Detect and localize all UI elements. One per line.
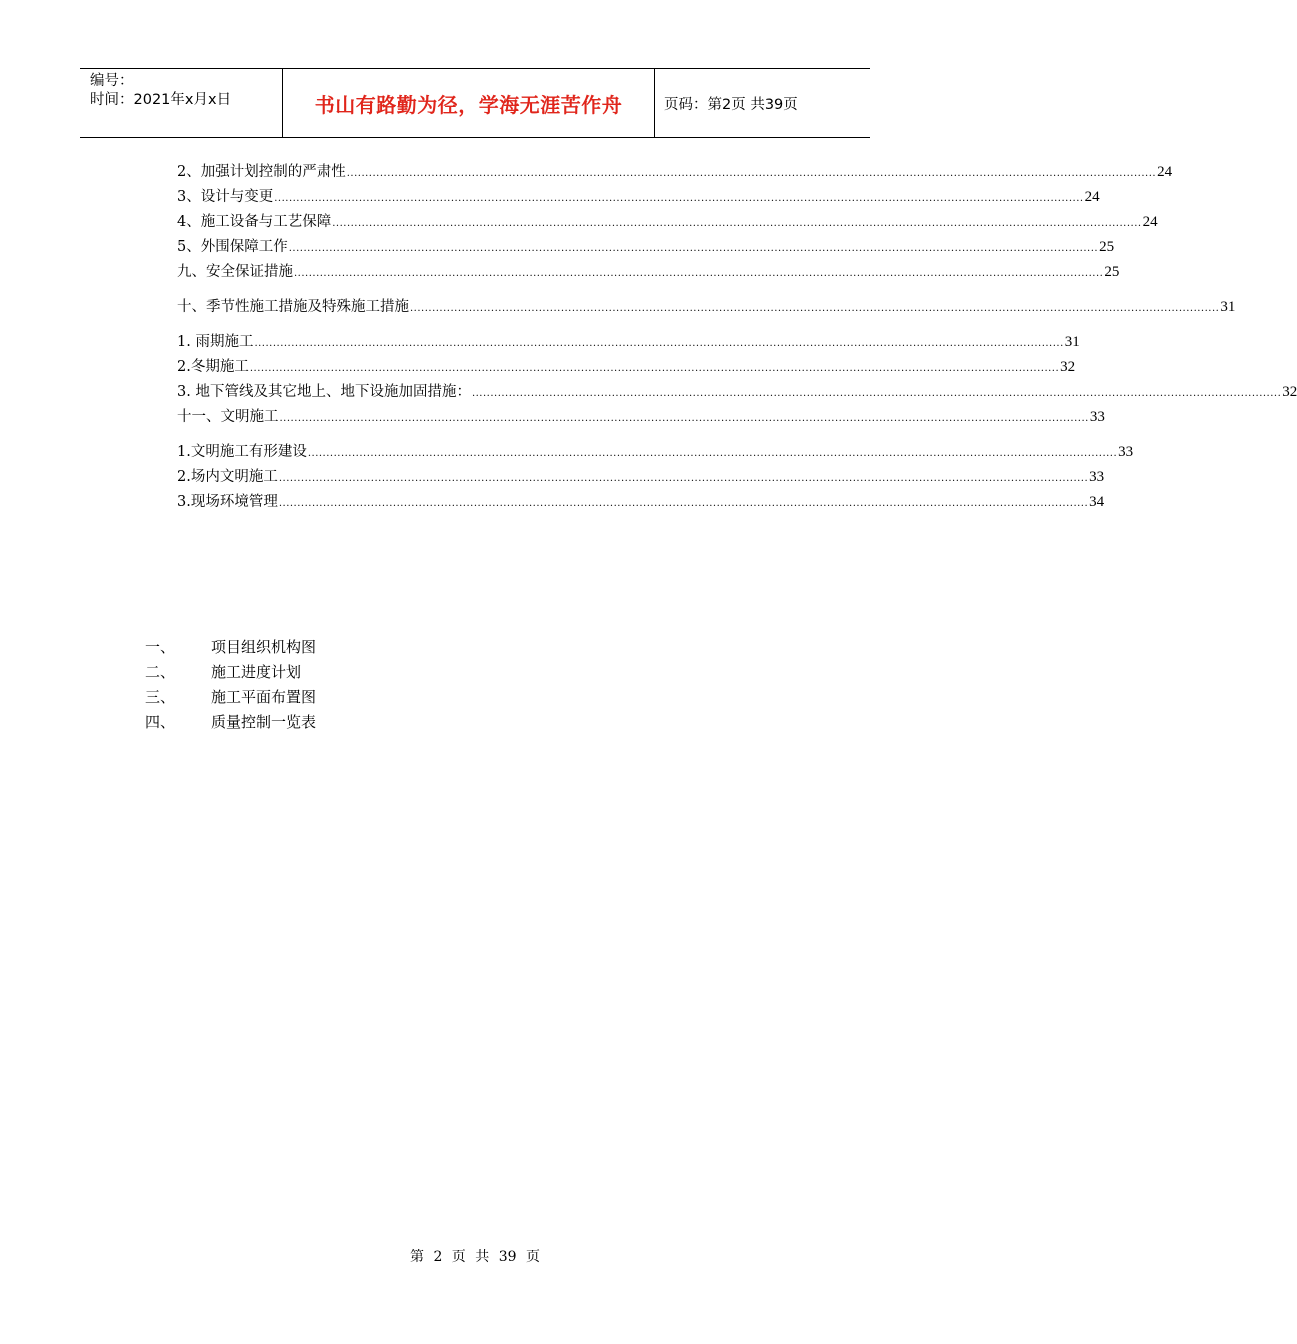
table-of-contents [177,160,1297,515]
appendix-item [145,635,316,660]
toc-entry[interactable] [177,465,1105,490]
toc-entry-title: 1. 雨期施工 [177,334,254,350]
page-header [80,68,870,138]
toc-entry-page: 34 [1089,494,1105,510]
toc-entry-page: 31 [1064,334,1080,350]
toc-entry[interactable] [177,405,1105,430]
toc-entry[interactable] [177,160,1173,185]
toc-leader-dots: ............................................................................................................................................................................................................................ [249,363,1060,374]
toc-leader-dots: ............................................................................................................................................................................................................................ [332,218,1142,229]
toc-leader-dots: ............................................................................................................................................................................................................................ [410,303,1220,314]
toc-leader-dots: ............................................................................................................................................................................................................................ [307,448,1118,459]
toc-entry-title: 十、季节性施工措施及特殊施工措施 [177,299,409,315]
appendix-item [145,660,316,685]
toc-leader-dots: ............................................................................................................................................................................................................................ [471,388,1282,399]
toc-leader-dots: ............................................................................................................................................................................................................................ [274,193,1084,204]
appendix-item-number: 三、 [145,688,176,706]
document-number-label: 编号： [90,73,134,89]
appendix-item-title: 质量控制一览表 [211,713,317,731]
appendix-item-number: 一、 [145,638,176,656]
toc-leader-dots: ............................................................................................................................................................................................................................ [346,168,1157,179]
toc-leader-dots: ............................................................................................................................................................................................................................ [288,243,1099,254]
toc-leader-dots: ............................................................................................................................................................................................................................ [279,413,1089,424]
header-meta [80,69,282,137]
toc-entry-page: 32 [1282,384,1297,400]
toc-entry-page: 33 [1118,444,1134,460]
page-footer: 第 2 页 共 39 页 [410,1249,540,1265]
appendix-list [145,635,316,735]
toc-entry-title: 九、安全保证措施 [177,264,293,280]
toc-entry[interactable] [177,185,1100,210]
toc-leader-dots: ............................................................................................................................................................................................................................ [294,268,1104,279]
appendix-item [145,710,316,735]
toc-entry[interactable] [177,295,1236,320]
toc-entry-title: 4、施工设备与工艺保障 [177,214,332,230]
toc-entry-title: 5、外围保障工作 [177,239,288,255]
toc-entry-title: 3. 地下管线及其它地上、地下设施加固措施： [177,384,471,400]
toc-entry[interactable] [177,260,1120,285]
header-motto: 书山有路勤为径，学海无涯苦作舟 [282,69,655,137]
toc-entry-page: 25 [1099,239,1115,255]
appendix-item-title: 项目组织机构图 [211,638,317,656]
toc-leader-dots: ............................................................................................................................................................................................................................ [254,338,1064,349]
toc-entry-title: 2.冬期施工 [177,359,249,375]
toc-entry[interactable] [177,355,1076,380]
toc-entry-title: 2、加强计划控制的严肃性 [177,164,346,180]
toc-entry-page: 33 [1089,409,1105,425]
toc-leader-dots: ............................................................................................................................................................................................................................ [278,473,1089,484]
toc-entry-title: 3.现场环境管理 [177,494,278,510]
toc-entry-page: 24 [1084,189,1100,205]
toc-entry-page: 32 [1060,359,1076,375]
toc-leader-dots: ............................................................................................................................................................................................................................ [278,498,1089,509]
toc-entry[interactable] [177,380,1297,405]
toc-entry-title: 3、设计与变更 [177,189,274,205]
appendix-item-number: 二、 [145,663,176,681]
toc-entry[interactable] [177,490,1105,515]
header-page-info: 页码：第2页 共39页 [664,96,798,113]
toc-entry-page: 25 [1104,264,1120,280]
toc-entry-title: 1.文明施工有形建设 [177,444,307,460]
toc-entry[interactable] [177,440,1134,465]
toc-entry[interactable] [177,330,1080,355]
document-time: 时间：2021年x月x日 [90,92,232,108]
appendix-item-number: 四、 [145,713,176,731]
toc-entry-page: 24 [1157,164,1173,180]
toc-entry[interactable] [177,210,1158,235]
toc-entry[interactable] [177,235,1115,260]
appendix-item-title: 施工平面布置图 [211,688,317,706]
toc-entry-page: 24 [1142,214,1158,230]
toc-entry-page: 33 [1089,469,1105,485]
toc-entry-title: 十一、文明施工 [177,409,279,425]
appendix-item [145,685,316,710]
toc-entry-page: 31 [1220,299,1236,315]
appendix-item-title: 施工进度计划 [211,663,302,681]
toc-entry-title: 2.场内文明施工 [177,469,278,485]
